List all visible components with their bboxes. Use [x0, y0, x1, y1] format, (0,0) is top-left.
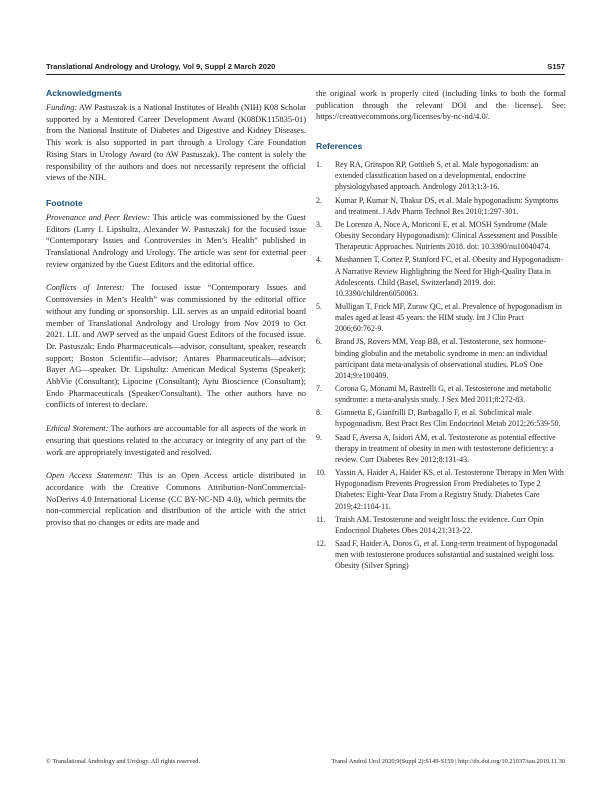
reference-text: Giannetta E, Gianfrilli D, Barbagallo F, et al. Subclinical male hypogonadism. Best Pract Res Clin Endocrinol Metab 2012;26:539-50.: [335, 408, 561, 429]
funding-paragraph: [46, 102, 306, 184]
reference-item: [316, 538, 566, 571]
provenance-paragraph: [46, 212, 306, 271]
reference-number: 4.: [316, 255, 322, 265]
acknowledgments-heading: Acknowledgments: [46, 88, 122, 98]
footnote-heading: Footnote: [46, 197, 83, 208]
reference-number: 3.: [316, 219, 322, 229]
open-access-label: Open Access Statement:: [46, 471, 133, 481]
open-access-text: This is an Open Access article distributed in accordance with the Creative Commons Attribution-NonCommercial-NoDerivs 4.0 International License (CC BY-NC-ND 4.0), which permits the non-commercial replication and distribution of the article with the strict proviso that no changes or edits are made and: [46, 471, 306, 528]
reference-number: 10.: [316, 468, 326, 478]
provenance-label: Provenance and Peer Review:: [46, 212, 150, 222]
left-column: [46, 88, 306, 543]
conflicts-block: [46, 282, 306, 411]
reference-text: Saad F, Aversa A, Isidori AM, et al. Testosterone as potential effective therapy in treatment of obesity in men with testosterone deficiency: a review. Curr Diabetes Rev 2012;8:131-43.: [335, 432, 556, 464]
reference-text: De Lorenzo A, Noce A, Moriconi E, et al. MOSH Syndrome (Male Obesity Secondary Hypogonadism): Clinical Assessment and Possible Therapeutic Approaches. Nutrients 2018. doi: 10.3390/nu10040474.: [335, 219, 558, 252]
reference-text: Traish AM. Testosterone and weight loss: the evidence. Curr Opin Endocrinol Diabetes Obes 2014;21:313-22.: [335, 514, 544, 535]
reference-number: 5.: [316, 301, 322, 311]
right-column: [316, 88, 566, 585]
references-list: [316, 159, 566, 571]
provenance-text: This article was commissioned by the Guest Editors (Larry I. Lipshultz, Alexander W. Pastuszak) for the focused issue “Contemporary Issues and Controversies in Men’s Health” published in Translational Andrology and Urology. The article was sent for external peer review organized by the Guest Editors and the editorial office.: [46, 212, 306, 269]
reference-text: Mulligan T, Frick MF, Zuraw QC, et al. Prevalence of hypogonadism in males aged at least 45 years: the HIM study. Int J Clin Pract 2006;60:762-9.: [335, 301, 562, 334]
reference-item: [316, 159, 566, 192]
provenance-block: [46, 212, 306, 271]
reference-item: [316, 336, 566, 380]
reference-number: 12.: [316, 539, 326, 549]
funding-label: Funding:: [46, 103, 78, 112]
page-footer: [46, 758, 565, 768]
reference-item: [316, 301, 566, 334]
reference-text: Corona G, Monami M, Rastrelli G, et al. Testosterone and metabolic syndrome: a meta-analysis study. J Sex Med 2011;8:272-83.: [335, 384, 552, 405]
reference-text: Kumar P, Kumar N, Thakur DS, et al. Male hypogonadism: Symptoms and treatment. J Adv Pharm Technol Res 2010;1:297-301.: [335, 195, 559, 216]
conflicts-text: The focused issue “Contemporary Issues and Controversies in Men’s Health” was commissioned by the editorial office without any funding or sponsorship. LIL serves as an unpaid editorial board member of Translational Andrology and Urology from Nov 2019 to Oct 2021. LIL and AWP served as the unpaid Guest Editors of the focused issue. Dr. Pastuszak: Endo Pharmaceuticals—advisor, consultant, speaker, research support; Boston Scientific—advisor; Antares Pharmaceuticals—advisor; Bayer AG—speaker. Dr. Lipshultz: American Medical Systems (Speaker); AbbVie (Consultant); Lipocine (Consultant); Aytu Bioscience (Consultant); Endo Pharmaceuticals (Speaker/Consultant). The other authors have no conflicts of interest to declare.: [46, 283, 306, 410]
acknowledgments-section: [46, 88, 306, 184]
ethical-paragraph: [46, 423, 306, 458]
references-section: [316, 141, 566, 571]
reference-number: 2.: [316, 195, 322, 205]
open-access-paragraph: [46, 470, 306, 529]
journal-title: Translational Andrology and Urology, Vol 9, Suppl 2 March 2020: [46, 62, 276, 71]
ethical-text: The authors are accountable for all aspects of the work in ensuring that questions related to the accuracy or integrity of any part of the work are appropriately investigated and resolved.: [46, 424, 306, 457]
footnote-section: [46, 198, 306, 529]
license-continuation-text: the original work is properly cited (including links to both the formal publication through the relevant DOI and the license). See: https://creativecommons.org/licenses/by-nc-nd/4.0/.: [316, 89, 566, 122]
conflicts-paragraph: [46, 282, 306, 411]
reference-number: 6.: [316, 337, 322, 347]
reference-text: Brand JS, Rovers MM, Yeap BB, et al. Testosterone, sex hormone-binding globulin and the metabolic syndrome in men: an individual participant data meta-analysis of observational studies. PLoS One 2014;9:e100409.: [335, 337, 548, 380]
license-continuation: [316, 88, 566, 123]
reference-number: 9.: [316, 432, 322, 442]
reference-number: 11.: [316, 514, 326, 524]
reference-number: 8.: [316, 408, 322, 418]
reference-item: [316, 195, 566, 217]
ethical-label: Ethical Statement:: [46, 424, 109, 434]
funding-text: AW Pastuszak is a National Institutes of Health (NIH) K08 Scholar supported by a Mentored Career Development Award (K08DK115835-01) from the National Institute of Diabetes and Digestive and Kidney Diseases. This work is also supported in part through a Urology Care Foundation Rising Stars in Urology Award (to AW Pastuszak). The content is solely the responsibility of the authors and does not necessarily represent the official views of the NIH.: [46, 103, 306, 183]
reference-text: Saad F, Haider A, Doros G, et al. Long-term treatment of hypogonadal men with testosterone produces substantial and sustained weight loss. Obesity (Silver Spring): [335, 539, 558, 571]
reference-number: 7.: [316, 384, 322, 394]
reference-item: [316, 514, 566, 536]
reference-text: Yassin A, Haider A, Haider KS, et al. Testosterone Therapy in Men With Hypogonadism Prevents Progression From Prediabetes to Type 2 Diabetes: Eight-Year Data From a Registry Study. Diabetes Care 2019;42:1104-11.: [335, 468, 564, 511]
header-rule: [46, 74, 565, 75]
citation-line: Transl Androl Urol 2020;9(Suppl 2):S149-S159 | http://dx.doi.org/10.21037/tau.2019.11.30: [331, 758, 565, 765]
reference-text: Rey RA, Grinspon RP, Gottlieb S, et al. Male hypogonadism: an extended classification based on a developmental, endocrine physiologybased approach. Andrology 2013;1:3-16.: [335, 160, 539, 192]
reference-item: [316, 407, 566, 429]
copyright-notice: © Translational Andrology and Urology. All rights reserved.: [46, 758, 201, 765]
open-access-block: [46, 470, 306, 529]
reference-item: [316, 254, 566, 298]
reference-item: [316, 467, 566, 511]
ethical-block: [46, 423, 306, 458]
conflicts-label: Conflicts of Interest:: [46, 283, 125, 293]
reference-item: [316, 219, 566, 252]
reference-text: Mushannen T, Cortez P, Stanford FC, et al. Obesity and Hypogonadism-A Narrative Review Highlighting the Need for High-Quality Data in Adolescents. Child (Basel, Switzerland) 2019. doi: 10.3390/children6050063.: [335, 255, 564, 298]
reference-item: [316, 432, 566, 465]
references-heading: References: [316, 141, 363, 152]
reference-number: 1.: [316, 160, 322, 170]
page-number: S157: [547, 62, 565, 71]
reference-item: [316, 383, 566, 405]
